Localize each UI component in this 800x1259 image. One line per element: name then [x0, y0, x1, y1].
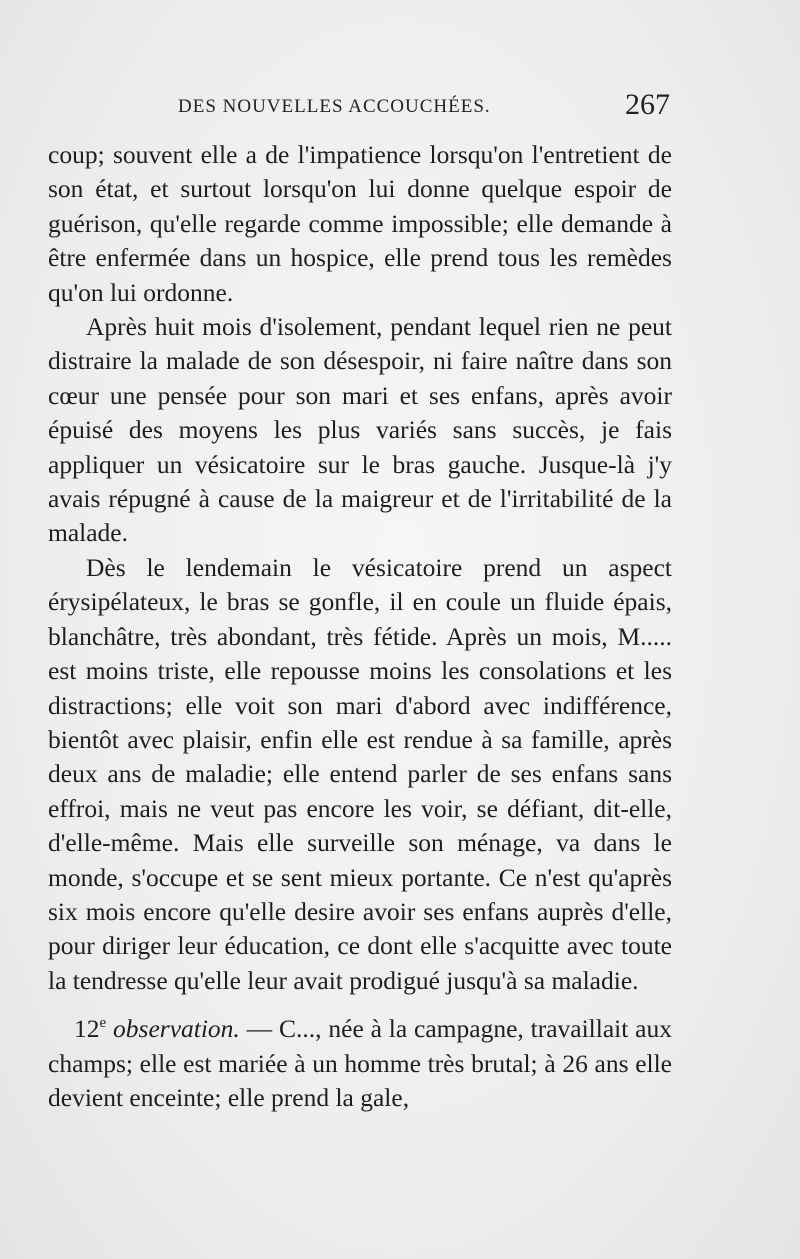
running-head: DES NOUVELLES ACCOUCHÉES. — [178, 96, 491, 117]
observation-paragraph — [48, 1006, 672, 1115]
observation-title: observation. — [113, 1014, 240, 1044]
paragraph-continuation: coup; souvent elle a de l'impatience lorsqu'on l'entretient de son état, et surtout lorsqu'on lui donne quelque espoir de guérison, qu'elle regarde comme impossible; elle demande à être enfermée dans un hospice, elle prend tous les remèdes qu'on lui ordonne. — [48, 140, 672, 307]
body-text — [48, 138, 672, 1115]
observation-number: 12 — [74, 1014, 100, 1044]
observation-superscript: e — [99, 1015, 107, 1032]
paragraph: Après huit mois d'isolement, pendant lequel rien ne peut distraire la malade de son désespoir, ni faire naître dans son cœur une pensée pour son mari et ses enfans, après avoir épuisé des moyens les plus variés sans succès, je fais appliquer un vésicatoire sur le bras gauche. Jusque-là j'y avais répugné à cause de la maigreur et de l'irritabilité de la malade. — [48, 312, 672, 548]
paragraph: Dès le lendemain le vésicatoire prend un aspect érysipélateux, le bras se gonfle, il en coule un fluide épais, blanchâtre, très abondant, très fétide. Après un mois, M..... est moins triste, elle repousse moins les consolations et les distractions; elle voit son mari d'abord avec indifférence, bientôt avec plaisir, enfin elle est rendue à sa famille, après deux ans de maladie; elle entend parler de ses enfans sans effroi, mais ne veut pas encore les voir, se défiant, dit-elle, d'elle-même. Mais elle surveille son ménage, va dans le monde, s'occupe et se sent mieux portante. Ce n'est qu'après six mois encore qu'elle desire avoir ses enfans auprès d'elle, pour diriger leur éducation, ce dont elle s'acquitte avec toute la tendresse qu'elle leur avait prodigué jusqu'à sa maladie. — [48, 552, 672, 995]
page-header — [48, 88, 670, 138]
observation-text: — C..., née à la campagne, travaillait aux champs; elle est mariée à un homme très brutal; à 26 ans elle devient enceinte; elle prend la gale, — [48, 1014, 673, 1112]
page-number: 267 — [625, 88, 670, 121]
